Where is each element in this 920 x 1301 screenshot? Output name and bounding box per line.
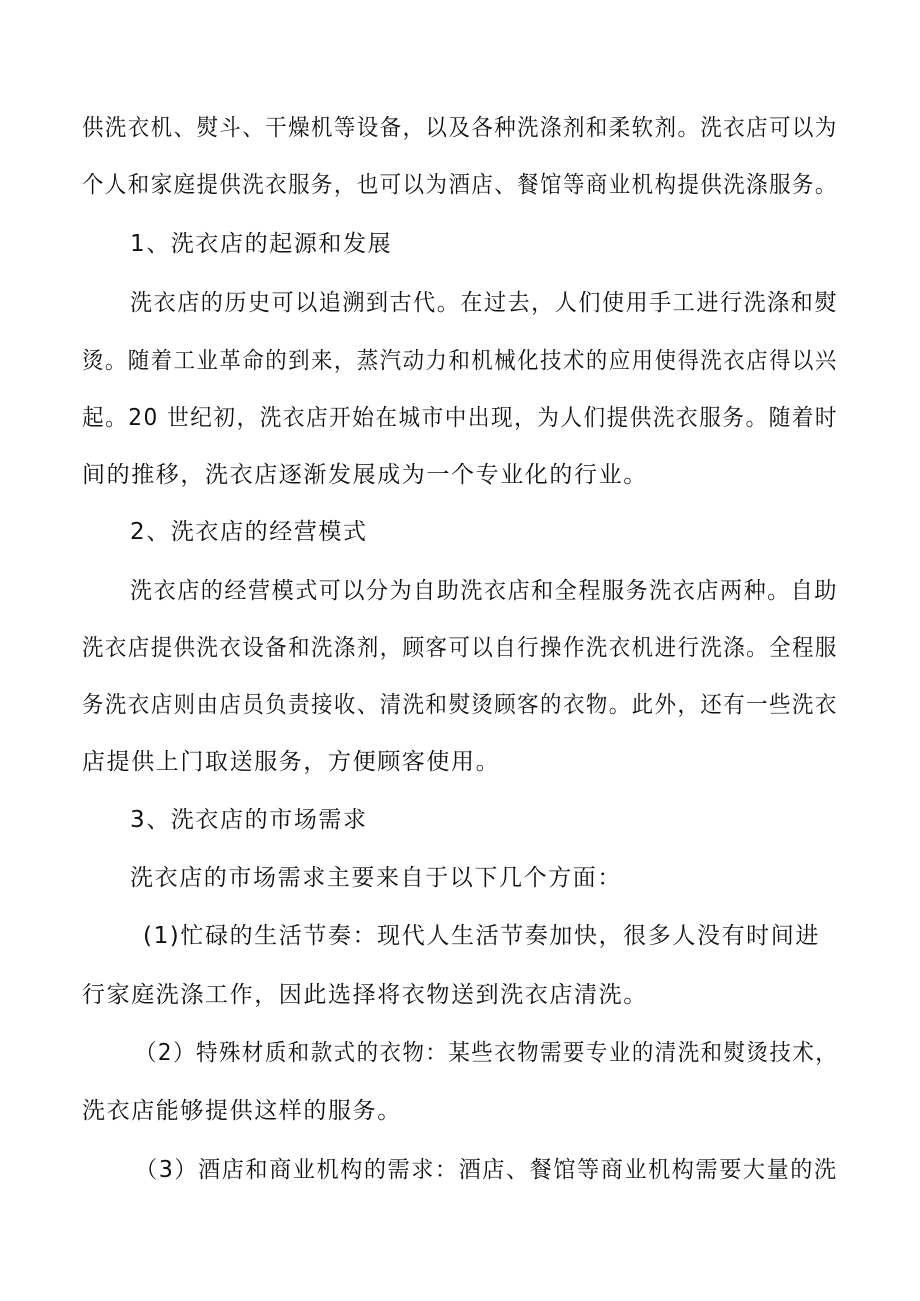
paragraph-line: 个人和家庭提供洗衣服务，也可以为酒店、餐馆等商业机构提供洗涤服务。 — [82, 172, 838, 198]
paragraph-line: 起。20 世纪初，洗衣店开始在城市中出现，为人们提供洗衣服务。随着时 — [82, 405, 838, 431]
paragraph-line: 烫。随着工业革命的到来，蒸汽动力和机械化技术的应用使得洗衣店得以兴 — [82, 348, 838, 374]
list-item-line: （3）酒店和商业机构的需求：酒店、餐馆等商业机构需要大量的洗 — [135, 1157, 838, 1183]
section-heading-market-demand: 3、洗衣店的市场需求 — [130, 807, 368, 833]
paragraph-line: 洗衣店的经营模式可以分为自助洗衣店和全程服务洗衣店两种。自助 — [130, 578, 838, 604]
paragraph-line: 洗衣店的市场需求主要来自于以下几个方面： — [130, 865, 622, 891]
paragraph-line: 洗衣店提供洗衣设备和洗涤剂，顾客可以自行操作洗衣机进行洗涤。全程服 — [82, 635, 838, 661]
paragraph-line: 务洗衣店则由店员负责接收、清洗和熨烫顾客的衣物。此外，还有一些洗衣 — [82, 692, 838, 718]
section-heading-business-model: 2、洗衣店的经营模式 — [130, 519, 368, 545]
list-item-line: 行家庭洗涤工作，因此选择将衣物送到洗衣店清洗。 — [82, 982, 648, 1008]
paragraph-line: 间的推移，洗衣店逐渐发展成为一个专业化的行业。 — [82, 462, 648, 488]
section-heading-origin: 1、洗衣店的起源和发展 — [130, 231, 393, 257]
paragraph-line: 洗衣店的历史可以追溯到古代。在过去，人们使用手工进行洗涤和熨 — [130, 290, 838, 316]
list-item-line: 洗衣店能够提供这样的服务。 — [82, 1098, 402, 1124]
list-item-line: (1)忙碌的生活节奏：现代人生活节奏加快，很多人没有时间进 — [143, 923, 820, 949]
paragraph-line: 店提供上门取送服务，方便顾客使用。 — [82, 749, 501, 775]
paragraph-line: 供洗衣机、熨斗、干燥机等设备，以及各种洗涤剂和柔软剂。洗衣店可以为 — [82, 115, 838, 141]
list-item-line: （2）特殊材质和款式的衣物：某些衣物需要专业的清洗和熨烫技术， — [135, 1040, 839, 1066]
